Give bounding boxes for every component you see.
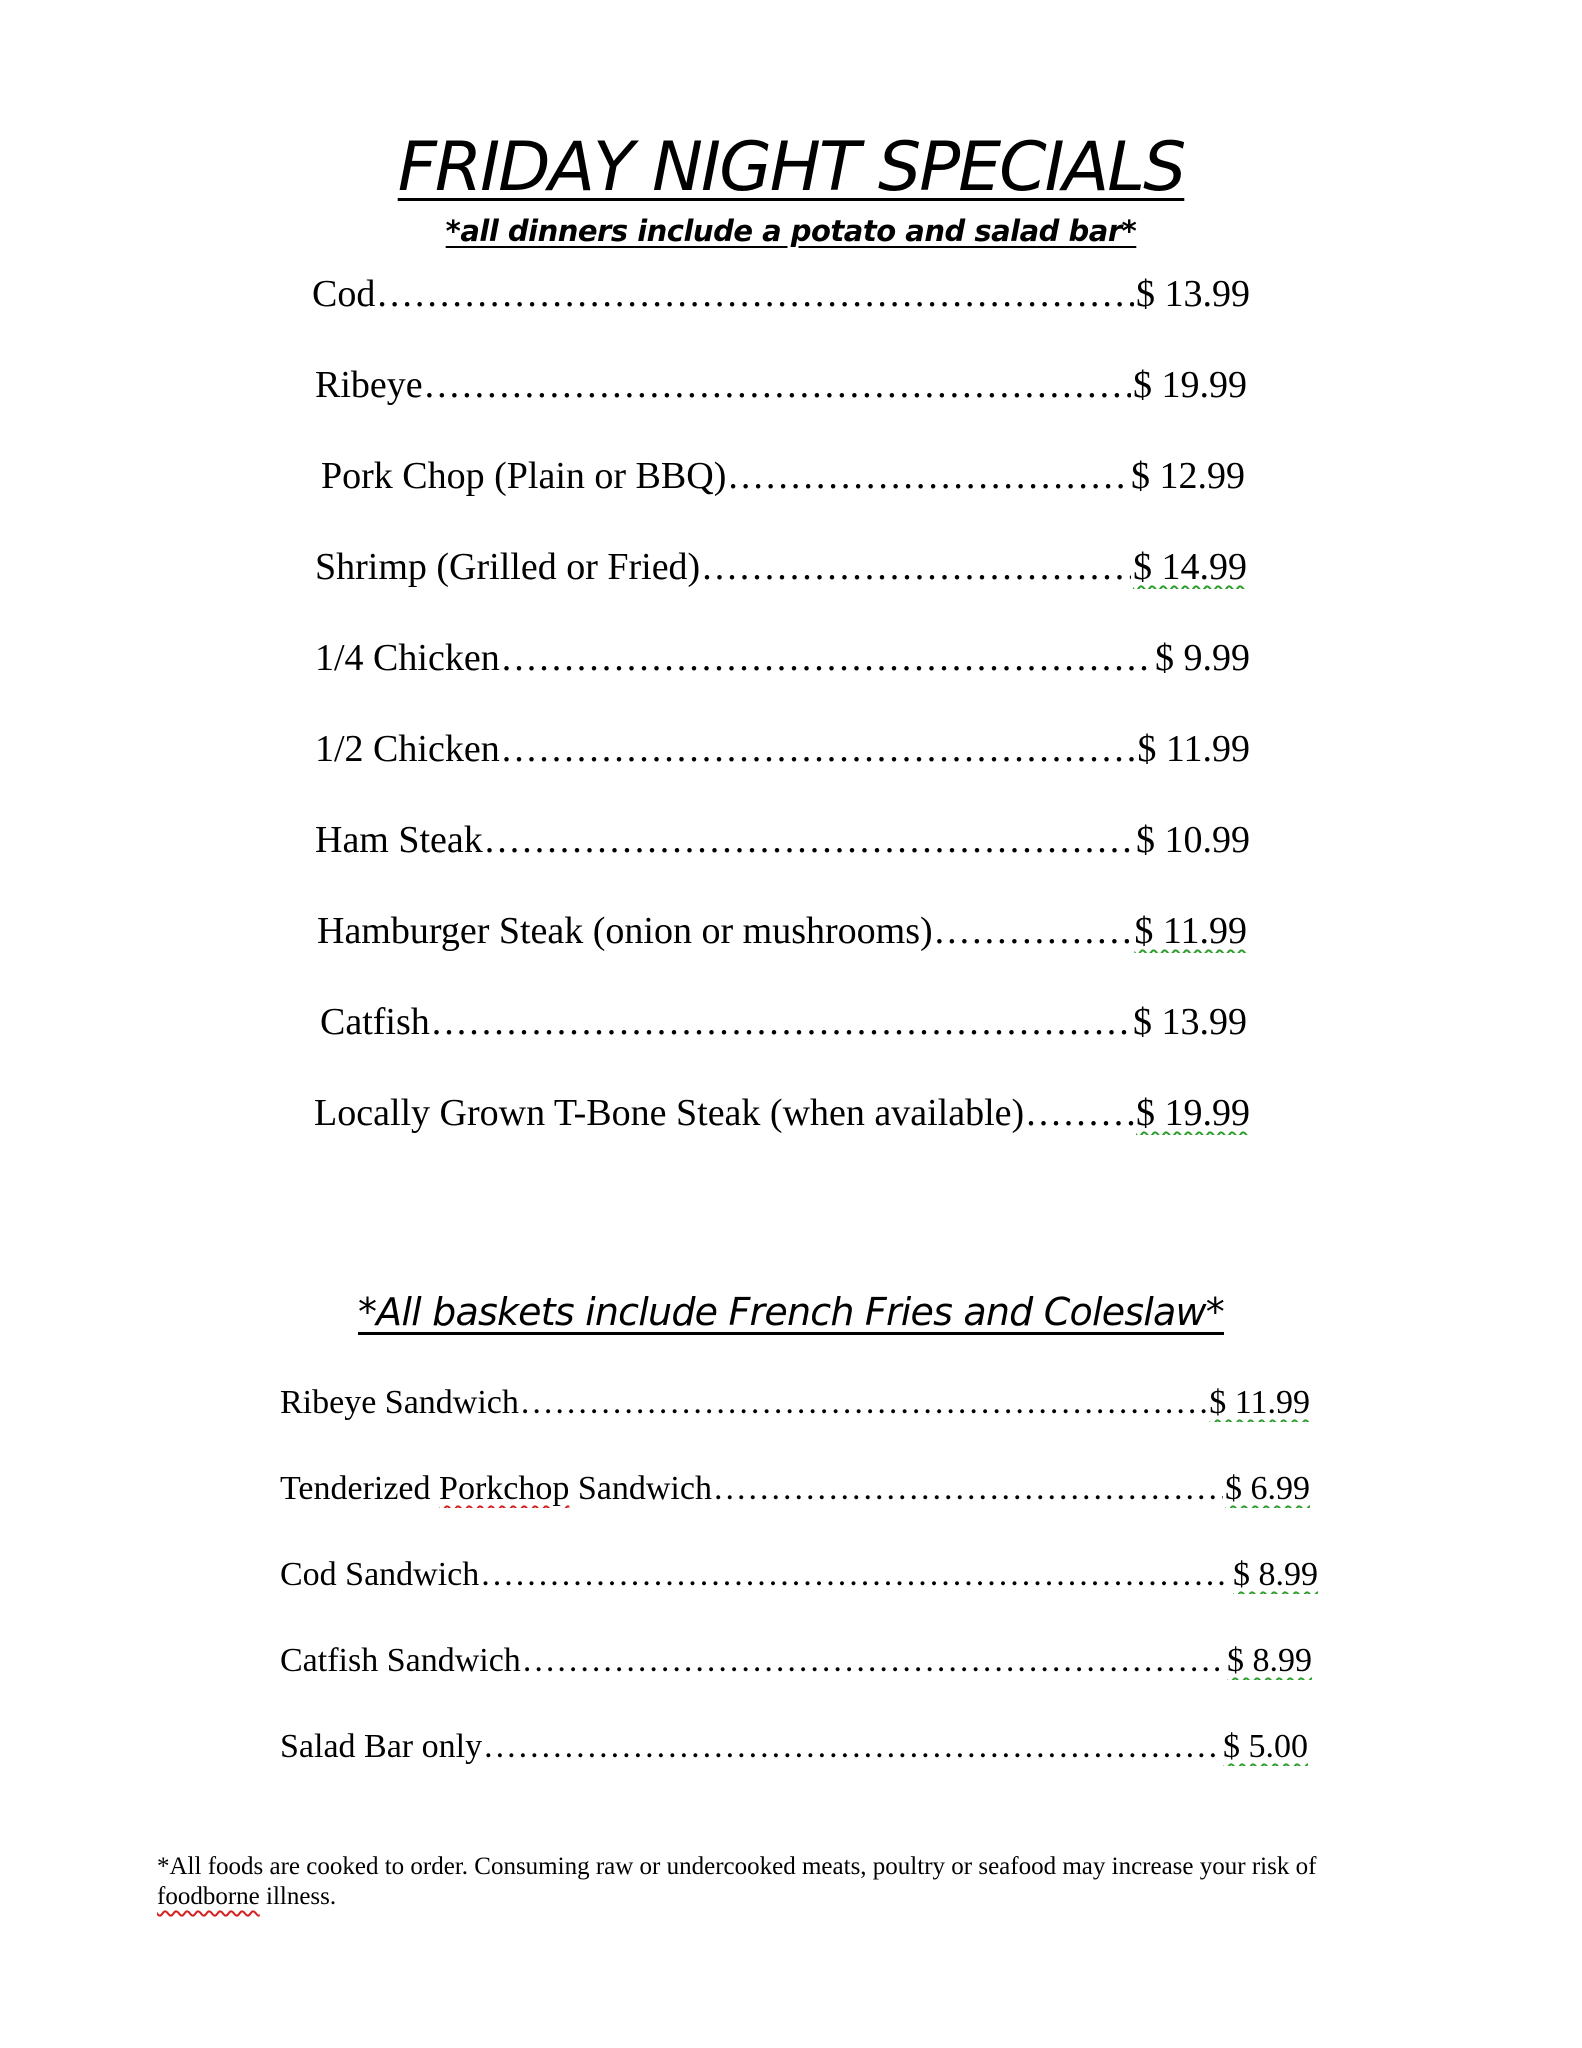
basket-item <box>280 1470 1310 1508</box>
basket-item <box>280 1728 1308 1766</box>
dinner-item <box>321 454 1245 498</box>
leader-dots <box>484 1728 1221 1766</box>
item-price: $ 10.99 <box>1136 819 1250 861</box>
item-name: 1/2 Chicken <box>315 728 500 770</box>
item-price: $ 19.99 <box>1136 1092 1250 1134</box>
dinner-item <box>315 818 1250 862</box>
item-price: $ 9.99 <box>1155 637 1250 679</box>
leader-dots <box>935 909 1133 953</box>
disclaimer-text: *All foods are cooked to order. Consuming raw or undercooked meats, poultry or seafood may increase your risk of <box>157 1853 1317 1880</box>
item-name: Catfish Sandwich <box>280 1642 521 1679</box>
item-price: $ 6.99 <box>1225 1470 1310 1507</box>
spelling-marked-word: foodborne <box>157 1883 260 1910</box>
item-price: $ 19.99 <box>1133 364 1247 406</box>
item-name-part: Sandwich <box>569 1470 712 1507</box>
dinner-item <box>315 727 1250 771</box>
leader-dots <box>521 1384 1207 1422</box>
item-price: $ 11.99 <box>1134 910 1247 952</box>
dinner-item <box>320 1000 1247 1044</box>
item-name: Shrimp (Grilled or Fried) <box>315 546 701 588</box>
basket-item <box>280 1384 1310 1422</box>
leader-dots <box>523 1642 1225 1680</box>
menu-subtitle-text: *all dinners include a potato and salad bar* <box>445 214 1137 248</box>
item-name: Cod Sandwich <box>280 1556 480 1593</box>
dinner-item <box>315 545 1247 589</box>
food-safety-disclaimer <box>157 1852 1417 1912</box>
item-name: Ribeye Sandwich <box>280 1384 519 1421</box>
leader-dots <box>425 363 1131 407</box>
leader-dots <box>702 545 1131 589</box>
item-name-part: Tenderized <box>280 1470 440 1507</box>
menu-subtitle <box>0 214 1582 248</box>
menu-title <box>0 128 1582 207</box>
item-price: $ 5.00 <box>1223 1728 1308 1765</box>
spelling-marked-word: Porkchop <box>439 1470 570 1507</box>
item-price: $ 11.99 <box>1209 1384 1310 1421</box>
leader-dots <box>728 454 1129 498</box>
item-name: Locally Grown T-Bone Steak (when available) <box>314 1092 1025 1134</box>
item-price: $ 8.99 <box>1227 1642 1312 1679</box>
dinner-item <box>317 909 1247 953</box>
item-name: Cod <box>312 273 376 315</box>
leader-dots <box>1026 1091 1134 1135</box>
item-name <box>280 1470 712 1508</box>
dinner-item <box>314 1091 1250 1135</box>
item-name: Ham Steak <box>315 819 483 861</box>
item-price: $ 13.99 <box>1133 1001 1247 1043</box>
dinner-item <box>315 363 1247 407</box>
item-price: $ 12.99 <box>1131 455 1245 497</box>
item-price: $ 13.99 <box>1136 273 1250 315</box>
item-name: Catfish <box>320 1001 430 1043</box>
item-price: $ 8.99 <box>1233 1556 1318 1593</box>
leader-dots <box>432 1000 1131 1044</box>
item-name: Hamburger Steak (onion or mushrooms) <box>317 910 933 952</box>
item-name: Salad Bar only <box>280 1728 483 1765</box>
leader-dots <box>714 1470 1223 1508</box>
basket-item <box>280 1556 1318 1594</box>
item-price: $ 14.99 <box>1133 546 1247 588</box>
leader-dots <box>481 1556 1231 1594</box>
leader-dots <box>377 272 1134 316</box>
leader-dots <box>485 818 1134 862</box>
item-price: $ 11.99 <box>1137 728 1250 770</box>
disclaimer-tail: illness. <box>259 1883 337 1910</box>
basket-item <box>280 1642 1312 1680</box>
item-name: Pork Chop (Plain or BBQ) <box>321 455 727 497</box>
item-name: 1/4 Chicken <box>315 637 500 679</box>
menu-title-text: FRIDAY NIGHT SPECIALS <box>397 128 1185 207</box>
leader-dots <box>502 727 1136 771</box>
dinner-item <box>315 636 1250 680</box>
dinner-item <box>312 272 1250 316</box>
item-name: Ribeye <box>315 364 423 406</box>
baskets-header <box>0 1290 1582 1334</box>
baskets-header-text: *All baskets include French Fries and Coleslaw* <box>357 1290 1224 1334</box>
leader-dots <box>502 636 1153 680</box>
